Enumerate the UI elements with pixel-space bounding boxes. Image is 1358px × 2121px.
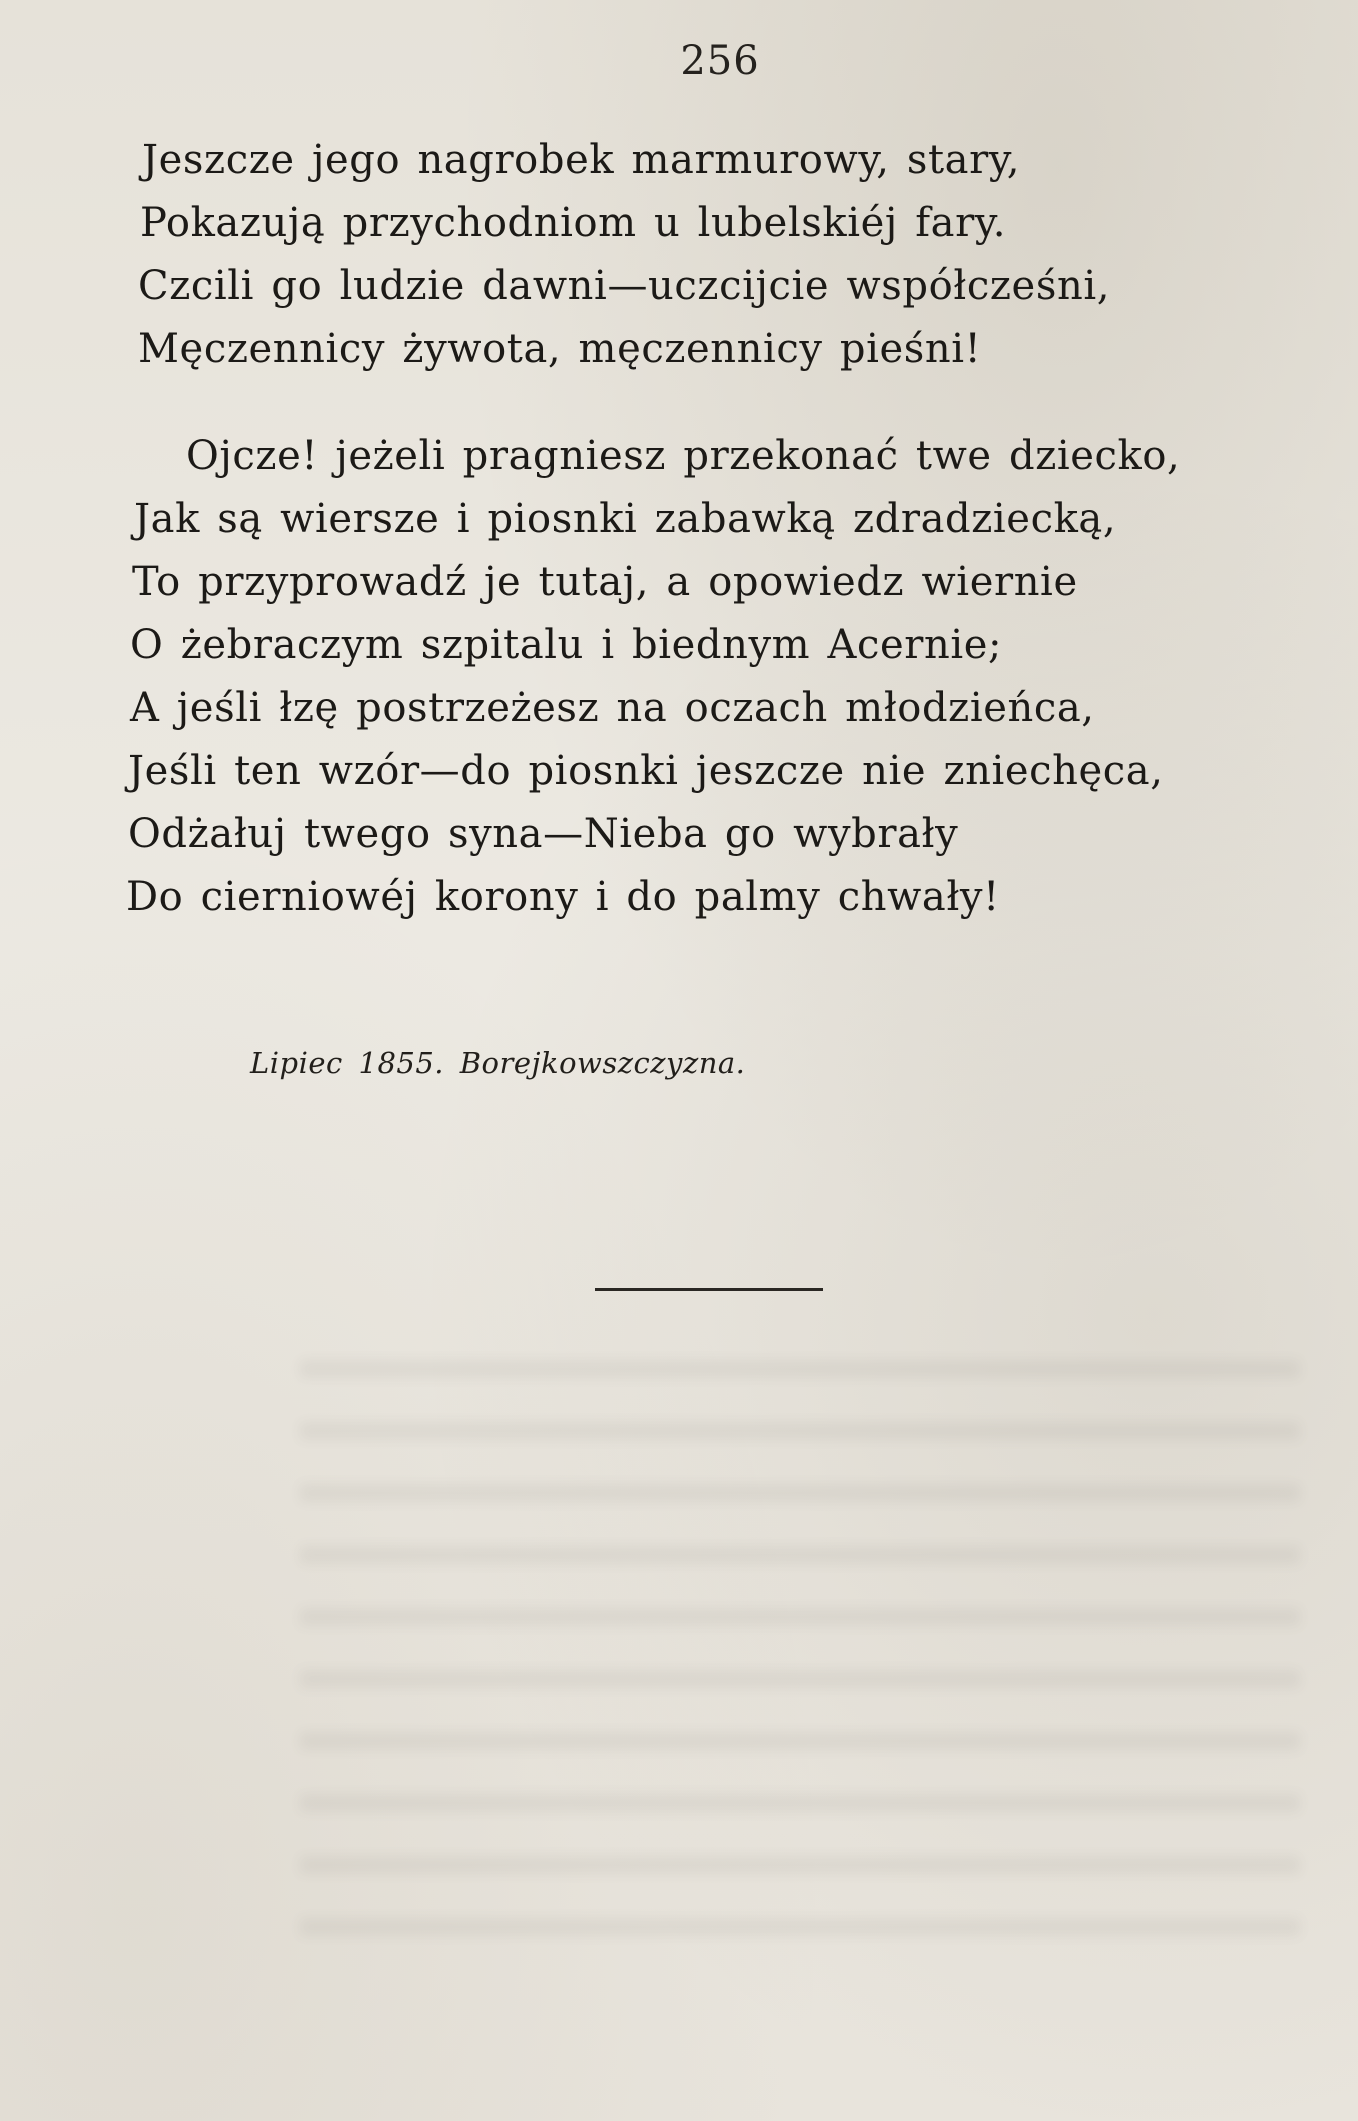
show-through-texture bbox=[300, 1360, 1300, 1960]
verse-line: Jeszcze jego nagrobek marmurowy, stary, bbox=[142, 137, 1021, 183]
verse-line: Czcili go ludzie dawni—uczcijcie współcześni, bbox=[138, 263, 1111, 309]
verse-line: Odżałuj twego syna—Nieba go wybrały bbox=[128, 811, 959, 857]
separator-rule bbox=[595, 1288, 823, 1291]
page-number: 256 bbox=[680, 38, 760, 84]
verse-line: Pokazują przychodniom u lubelskiéj fary. bbox=[140, 200, 1007, 246]
date-place-signature: Lipiec 1855. Borejkowszczyzna. bbox=[250, 1046, 746, 1080]
verse-line: O żebraczym szpitalu i biednym Acernie; bbox=[130, 622, 1003, 668]
verse-line: Jeśli ten wzór—do piosnki jeszcze nie zniechęca, bbox=[128, 748, 1164, 794]
verse-line: To przyprowadź je tutaj, a opowiedz wiernie bbox=[132, 559, 1078, 605]
verse-line: Ojcze! jeżeli pragniesz przekonać twe dziecko, bbox=[186, 433, 1181, 479]
verse-line: Do cierniowéj korony i do palmy chwały! bbox=[126, 874, 1000, 920]
verse-line: Jak są wiersze i piosnki zabawką zdradziecką, bbox=[134, 496, 1117, 542]
verse-line: A jeśli łzę postrzeżesz na oczach młodzieńca, bbox=[130, 685, 1095, 731]
verse-line: Męczennicy żywota, męczennicy pieśni! bbox=[138, 326, 982, 372]
